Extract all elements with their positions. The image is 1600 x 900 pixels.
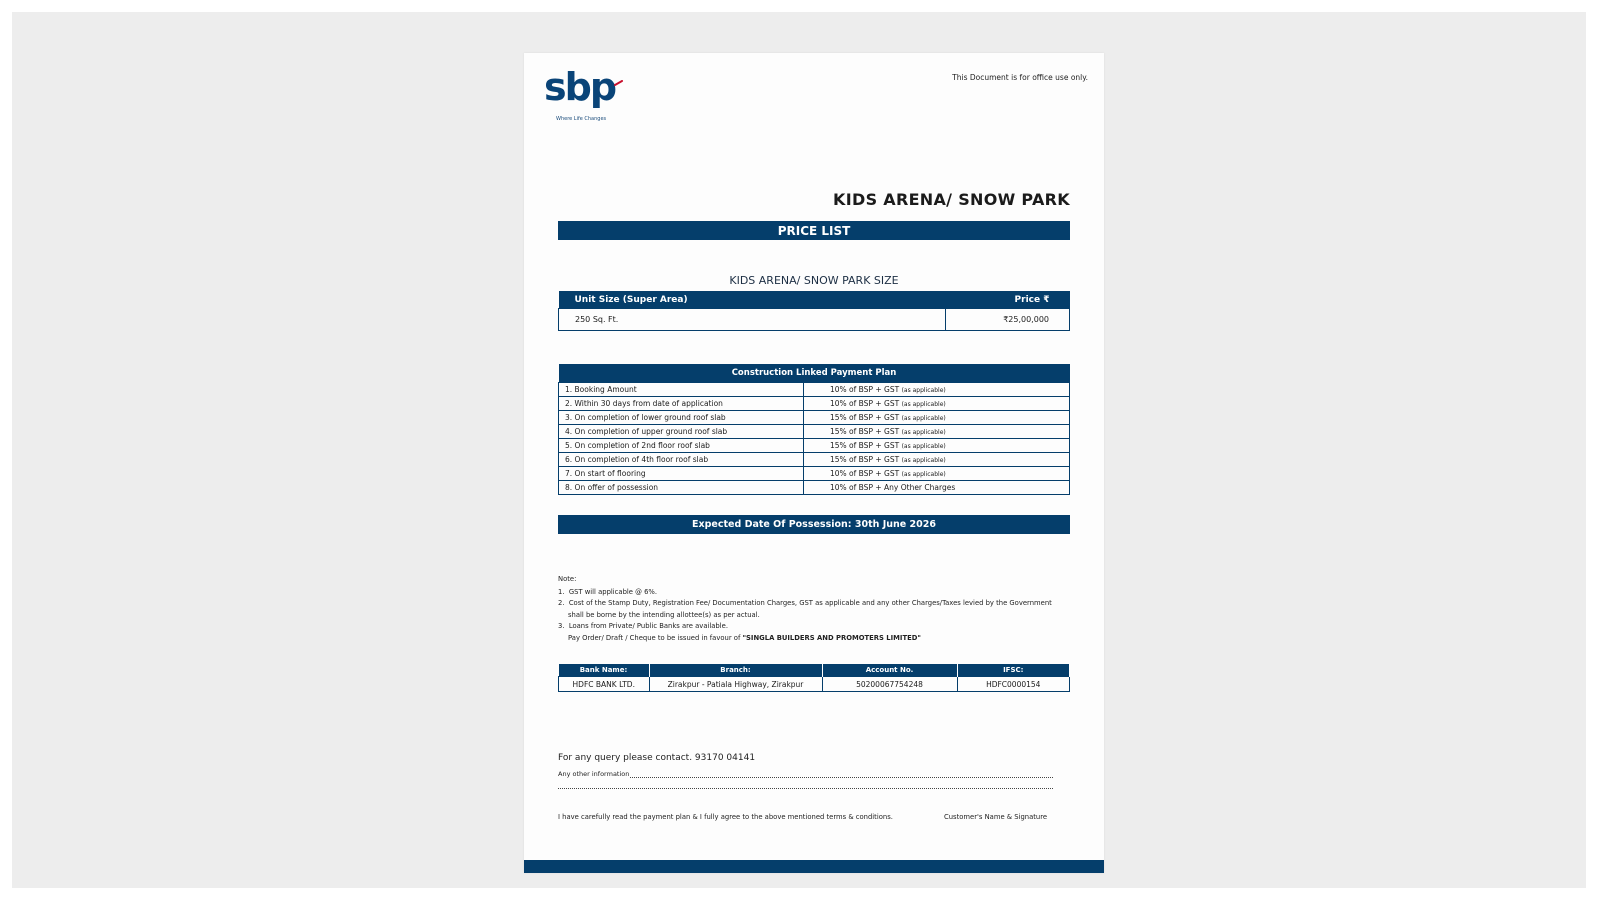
note-item-3-cont xyxy=(558,633,1070,645)
price-table xyxy=(558,291,1070,331)
logo-wordmark: sbp xyxy=(544,65,616,109)
plan-stage: 3. On completion of lower ground roof slab xyxy=(559,411,804,425)
unit-size-value: 250 Sq. Ft. xyxy=(559,309,946,331)
payee-name: "SINGLA BUILDERS AND PROMOTERS LIMITED" xyxy=(742,633,921,642)
signature-label: Customer's Name & Signature xyxy=(944,813,1048,821)
bank-name-value: HDFC BANK LTD. xyxy=(559,677,650,692)
size-heading: KIDS ARENA/ SNOW PARK SIZE xyxy=(729,274,899,287)
bank-details-table xyxy=(558,664,1070,692)
notes-title: Note: xyxy=(558,575,577,583)
table-row xyxy=(559,397,1070,411)
viewer-background xyxy=(12,12,1586,888)
plan-amount: 15% of BSP + GST xyxy=(830,427,900,436)
plan-stage: 1. Booking Amount xyxy=(559,383,804,397)
sbp-logo xyxy=(544,67,634,127)
plan-amount: 15% of BSP + GST xyxy=(830,441,900,450)
table-row xyxy=(559,309,1070,331)
plan-amount-note: (as applicable) xyxy=(901,415,946,422)
plan-stage: 7. On start of flooring xyxy=(559,467,804,481)
agreement-text: I have carefully read the payment plan & I fully agree to the above mentioned terms & conditions. xyxy=(558,813,893,821)
plan-amount: 15% of BSP + GST xyxy=(830,413,900,422)
table-row xyxy=(559,481,1070,495)
plan-amount-cell xyxy=(804,411,1070,425)
bank-name-header: Bank Name: xyxy=(559,664,650,677)
footer-bar xyxy=(524,860,1104,873)
unit-size-header: Unit Size (Super Area) xyxy=(559,291,946,309)
office-use-note: This Document is for office use only. xyxy=(952,73,1088,82)
possession-banner: Expected Date Of Possession: 30th June 2026 xyxy=(558,515,1070,534)
payment-plan-heading: Construction Linked Payment Plan xyxy=(559,364,1070,383)
plan-stage: 6. On completion of 4th floor roof slab xyxy=(559,453,804,467)
notes-section xyxy=(558,574,1070,644)
table-row xyxy=(559,425,1070,439)
note-text: GST will applicable @ 6%. xyxy=(568,587,658,596)
plan-amount-note: (as applicable) xyxy=(901,457,946,464)
plan-amount-note: (as applicable) xyxy=(901,387,946,394)
plan-amount-cell xyxy=(804,439,1070,453)
payment-plan-table xyxy=(558,364,1070,495)
ifsc-value: HDFC0000154 xyxy=(957,677,1070,692)
plan-stage: 8. On offer of possession xyxy=(559,481,804,495)
price-value: ₹25,00,000 xyxy=(946,309,1070,331)
query-contact: For any query please contact. 93170 04141 xyxy=(558,753,756,763)
other-info-line xyxy=(558,770,1053,778)
price-list-banner: PRICE LIST xyxy=(558,221,1070,240)
plan-stage: 4. On completion of upper ground roof slab xyxy=(559,425,804,439)
plan-amount: 10% of BSP + GST xyxy=(830,399,900,408)
branch-header: Branch: xyxy=(649,664,822,677)
plan-amount-cell xyxy=(804,453,1070,467)
price-list-document xyxy=(524,53,1104,873)
plan-amount: 10% of BSP + GST xyxy=(830,385,900,394)
plan-stage: 2. Within 30 days from date of application xyxy=(559,397,804,411)
note-item-1: 1. GST will applicable @ 6%. xyxy=(558,587,658,596)
plan-amount-note: (as applicable) xyxy=(901,471,946,478)
note-text: Pay Order/ Draft / Cheque to be issued in favour of xyxy=(568,633,743,642)
ifsc-header: IFSC: xyxy=(957,664,1070,677)
plan-amount: 10% of BSP + Any Other Charges xyxy=(830,483,956,492)
plan-amount-note: (as applicable) xyxy=(901,429,946,436)
logo-accent-icon xyxy=(614,80,624,86)
dotted-line xyxy=(558,788,1053,789)
note-item-3: 3. Loans from Private/ Public Banks are available. xyxy=(558,622,728,630)
note-text: Loans from Private/ Public Banks are available. xyxy=(568,622,728,630)
plan-amount-cell xyxy=(804,467,1070,481)
table-row xyxy=(559,439,1070,453)
plan-amount: 15% of BSP + GST xyxy=(830,455,900,464)
account-value: 50200067754248 xyxy=(822,677,957,692)
dotted-line xyxy=(630,771,1053,778)
plan-amount-note: (as applicable) xyxy=(901,443,946,450)
plan-amount-note: (as applicable) xyxy=(901,401,946,408)
plan-amount-cell xyxy=(804,383,1070,397)
price-header: Price ₹ xyxy=(946,291,1070,309)
page-title: KIDS ARENA/ SNOW PARK xyxy=(833,190,1070,209)
logo-tagline: Where Life Changes xyxy=(556,116,607,122)
table-row xyxy=(559,453,1070,467)
note-item-2: 2. Cost of the Stamp Duty, Registration Fee/ Documentation Charges, GST as applicable and any other Charges/Taxes levied by the Government xyxy=(558,599,1052,607)
branch-value: Zirakpur - Patiala Highway, Zirakpur xyxy=(649,677,822,692)
plan-amount-cell xyxy=(804,425,1070,439)
table-row xyxy=(559,467,1070,481)
note-item-2-cont: shall be borne by the intending allottee(s) as per actual. xyxy=(568,610,760,619)
note-text: Cost of the Stamp Duty, Registration Fee/ Documentation Charges, GST as applicable and any other Charges/Taxes levied by the Government xyxy=(568,599,1052,607)
table-row xyxy=(559,411,1070,425)
other-info-label: Any other information xyxy=(558,770,630,778)
table-row xyxy=(559,383,1070,397)
plan-amount: 10% of BSP + GST xyxy=(830,469,900,478)
plan-stage: 5. On completion of 2nd floor roof slab xyxy=(559,439,804,453)
table-row xyxy=(559,677,1070,692)
account-header: Account No. xyxy=(822,664,957,677)
plan-amount-cell xyxy=(804,481,1070,495)
plan-amount-cell xyxy=(804,397,1070,411)
